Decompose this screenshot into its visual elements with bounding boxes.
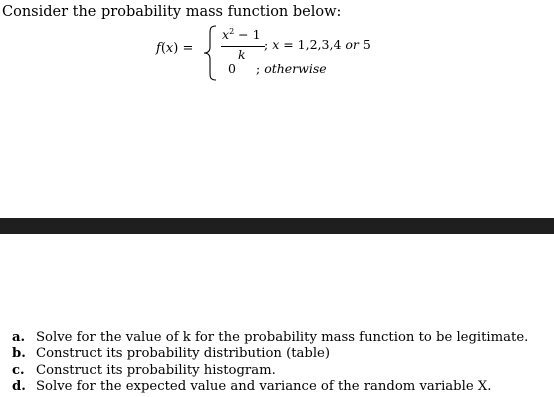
question-letter: a. [12, 330, 26, 345]
question-item [12, 363, 528, 379]
dark-divider-band [0, 218, 554, 234]
problem-intro: Consider the probability mass function below: [2, 4, 342, 20]
case-one-or: or [345, 37, 359, 52]
case-two-value: 0 [228, 61, 236, 76]
equals-sign: = [178, 41, 194, 56]
question-letter: d. [12, 378, 26, 394]
question-text: Construct its probability distribution (table) [36, 346, 331, 362]
question-item [12, 379, 528, 395]
question-text: Solve for the expected value and variance of the random variable X. [36, 378, 492, 394]
case-one-last-value: 5 [358, 37, 371, 52]
numerator-rest: − 1 [234, 27, 261, 43]
function-lhs [156, 41, 193, 56]
fraction-numerator [222, 27, 261, 42]
case-one-variable: x [272, 37, 280, 52]
question-letter: c. [12, 362, 25, 378]
case-two-condition [256, 61, 327, 76]
paren-open: ( [160, 41, 166, 56]
case-two-text: otherwise [264, 61, 327, 76]
numerator-exponent: 2 [229, 27, 235, 36]
question-text: Construct its probability histogram. [36, 362, 276, 378]
question-text: Solve for the value of k for the probability mass function to be legitimate. [36, 330, 529, 345]
numerator-variable: x [222, 27, 230, 43]
question-item [12, 330, 528, 346]
function-symbol: f [156, 41, 161, 56]
fraction-denominator: k [238, 47, 246, 62]
question-item [12, 346, 528, 362]
question-letter: b. [12, 346, 26, 362]
function-variable: x [165, 41, 174, 56]
paren-close: ) [173, 41, 179, 56]
case-two-separator: ; [256, 61, 265, 76]
case-one-separator: ; [264, 37, 273, 52]
case-one-values: = 1,2,3,4 [279, 37, 346, 52]
question-list [12, 330, 528, 395]
case-one-condition [264, 37, 371, 52]
left-brace-icon [201, 24, 223, 82]
